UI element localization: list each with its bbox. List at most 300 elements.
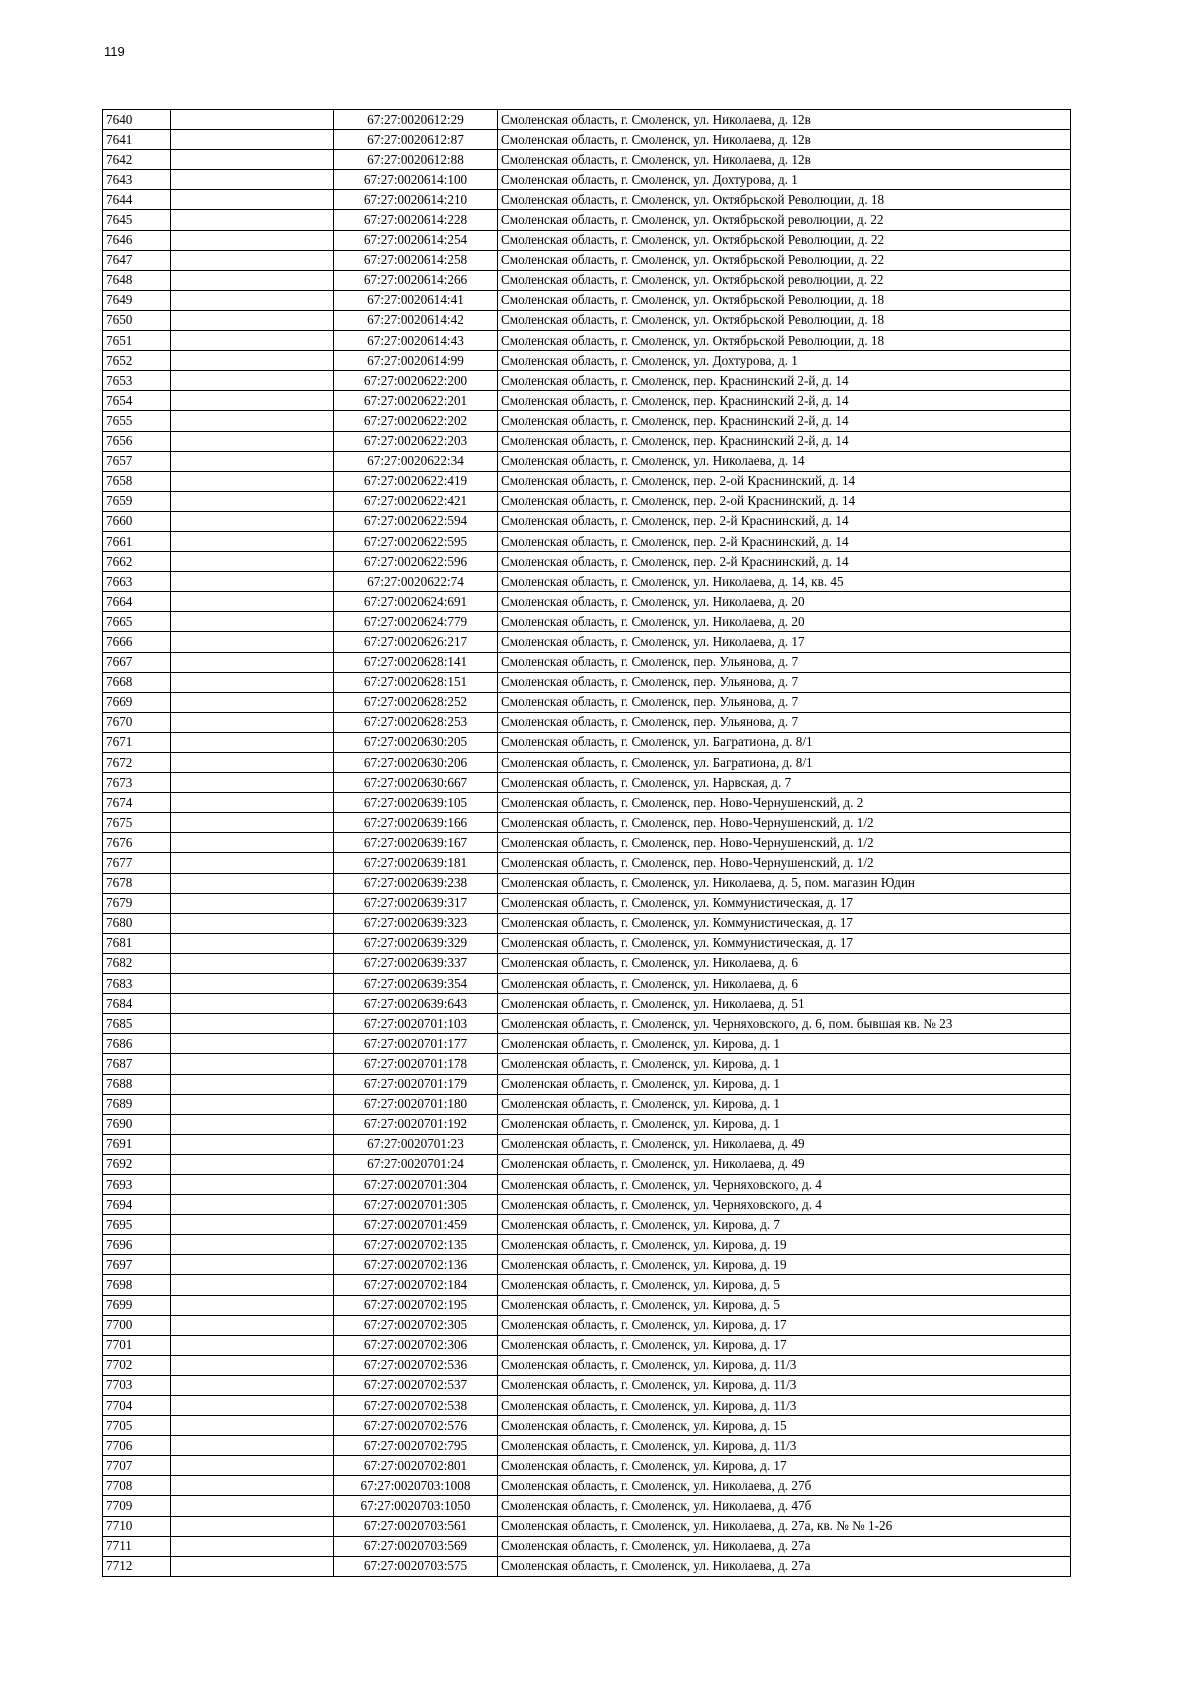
- table-row: [103, 1295, 1071, 1315]
- empty-cell: [171, 893, 334, 913]
- cadastral-number-cell: 67:27:0020639:167: [334, 833, 498, 853]
- cadastral-number-cell: 67:27:0020701:459: [334, 1215, 498, 1235]
- row-number-cell: 7674: [103, 793, 171, 813]
- table-row: [103, 1315, 1071, 1335]
- empty-cell: [171, 1375, 334, 1395]
- table-row: [103, 110, 1071, 130]
- cadastral-number-cell: 67:27:0020701:24: [334, 1154, 498, 1174]
- row-number-cell: 7682: [103, 953, 171, 973]
- address-cell: Смоленская область, г. Смоленск, ул. Николаева, д. 27а: [498, 1536, 1071, 1556]
- empty-cell: [171, 351, 334, 371]
- address-cell: Смоленская область, г. Смоленск, пер. Ново-Чернушенский, д. 1/2: [498, 813, 1071, 833]
- row-number-cell: 7664: [103, 592, 171, 612]
- row-number-cell: 7661: [103, 531, 171, 551]
- row-number-cell: 7681: [103, 933, 171, 953]
- row-number-cell: 7678: [103, 873, 171, 893]
- table-row: [103, 1436, 1071, 1456]
- row-number-cell: 7696: [103, 1235, 171, 1255]
- row-number-cell: 7668: [103, 672, 171, 692]
- cadastral-number-cell: 67:27:0020622:421: [334, 491, 498, 511]
- row-number-cell: 7667: [103, 652, 171, 672]
- table-row: [103, 1556, 1071, 1576]
- row-number-cell: 7659: [103, 491, 171, 511]
- empty-cell: [171, 692, 334, 712]
- address-cell: Смоленская область, г. Смоленск, ул. Коммунистическая, д. 17: [498, 893, 1071, 913]
- empty-cell: [171, 1416, 334, 1436]
- cadastral-number-cell: 67:27:0020703:569: [334, 1536, 498, 1556]
- empty-cell: [171, 994, 334, 1014]
- cadastral-number-cell: 67:27:0020622:203: [334, 431, 498, 451]
- registry-table-body: [103, 110, 1071, 1577]
- table-row: [103, 692, 1071, 712]
- empty-cell: [171, 290, 334, 310]
- address-cell: Смоленская область, г. Смоленск, ул. Дохтурова, д. 1: [498, 351, 1071, 371]
- row-number-cell: 7702: [103, 1355, 171, 1375]
- empty-cell: [171, 1536, 334, 1556]
- empty-cell: [171, 1436, 334, 1456]
- cadastral-number-cell: 67:27:0020614:210: [334, 190, 498, 210]
- cadastral-number-cell: 67:27:0020624:691: [334, 592, 498, 612]
- address-cell: Смоленская область, г. Смоленск, ул. Кирова, д. 15: [498, 1416, 1071, 1436]
- row-number-cell: 7666: [103, 632, 171, 652]
- row-number-cell: 7677: [103, 853, 171, 873]
- cadastral-number-cell: 67:27:0020622:202: [334, 411, 498, 431]
- row-number-cell: 7689: [103, 1094, 171, 1114]
- table-row: [103, 953, 1071, 973]
- empty-cell: [171, 1215, 334, 1235]
- row-number-cell: 7699: [103, 1295, 171, 1315]
- row-number-cell: 7686: [103, 1034, 171, 1054]
- row-number-cell: 7685: [103, 1014, 171, 1034]
- address-cell: Смоленская область, г. Смоленск, ул. Кирова, д. 17: [498, 1335, 1071, 1355]
- empty-cell: [171, 632, 334, 652]
- row-number-cell: 7647: [103, 250, 171, 270]
- row-number-cell: 7640: [103, 110, 171, 130]
- address-cell: Смоленская область, г. Смоленск, ул. Октябрьской Революции, д. 22: [498, 230, 1071, 250]
- row-number-cell: 7697: [103, 1255, 171, 1275]
- cadastral-number-cell: 67:27:0020702:136: [334, 1255, 498, 1275]
- table-row: [103, 833, 1071, 853]
- cadastral-number-cell: 67:27:0020612:88: [334, 150, 498, 170]
- cadastral-number-cell: 67:27:0020703:1050: [334, 1496, 498, 1516]
- address-cell: Смоленская область, г. Смоленск, пер. Ульянова, д. 7: [498, 672, 1071, 692]
- table-row: [103, 391, 1071, 411]
- cadastral-number-cell: 67:27:0020614:228: [334, 210, 498, 230]
- table-row: [103, 431, 1071, 451]
- row-number-cell: 7703: [103, 1375, 171, 1395]
- empty-cell: [171, 1335, 334, 1355]
- address-cell: Смоленская область, г. Смоленск, ул. Николаева, д. 12в: [498, 130, 1071, 150]
- empty-cell: [171, 371, 334, 391]
- empty-cell: [171, 130, 334, 150]
- cadastral-number-cell: 67:27:0020612:29: [334, 110, 498, 130]
- cadastral-number-cell: 67:27:0020702:576: [334, 1416, 498, 1436]
- address-cell: Смоленская область, г. Смоленск, пер. Ульянова, д. 7: [498, 692, 1071, 712]
- row-number-cell: 7695: [103, 1215, 171, 1235]
- cadastral-number-cell: 67:27:0020703:561: [334, 1516, 498, 1536]
- address-cell: Смоленская область, г. Смоленск, ул. Октябрьской Революции, д. 18: [498, 310, 1071, 330]
- cadastral-number-cell: 67:27:0020614:258: [334, 250, 498, 270]
- row-number-cell: 7701: [103, 1335, 171, 1355]
- empty-cell: [171, 190, 334, 210]
- address-cell: Смоленская область, г. Смоленск, ул. Багратиона, д. 8/1: [498, 732, 1071, 752]
- empty-cell: [171, 853, 334, 873]
- empty-cell: [171, 612, 334, 632]
- cadastral-number-cell: 67:27:0020703:575: [334, 1556, 498, 1576]
- address-cell: Смоленская область, г. Смоленск, ул. Николаева, д. 51: [498, 994, 1071, 1014]
- row-number-cell: 7708: [103, 1476, 171, 1496]
- cadastral-number-cell: 67:27:0020622:34: [334, 451, 498, 471]
- cadastral-number-cell: 67:27:0020614:41: [334, 290, 498, 310]
- empty-cell: [171, 250, 334, 270]
- row-number-cell: 7641: [103, 130, 171, 150]
- address-cell: Смоленская область, г. Смоленск, ул. Черняховского, д. 6, пом. бывшая кв. № 23: [498, 1014, 1071, 1034]
- empty-cell: [171, 1235, 334, 1255]
- row-number-cell: 7679: [103, 893, 171, 913]
- empty-cell: [171, 1054, 334, 1074]
- cadastral-number-cell: 67:27:0020630:667: [334, 773, 498, 793]
- empty-cell: [171, 210, 334, 230]
- empty-cell: [171, 491, 334, 511]
- table-row: [103, 331, 1071, 351]
- address-cell: Смоленская область, г. Смоленск, ул. Кирова, д. 11/3: [498, 1375, 1071, 1395]
- address-cell: Смоленская область, г. Смоленск, ул. Октябрьской революции, д. 22: [498, 270, 1071, 290]
- row-number-cell: 7648: [103, 270, 171, 290]
- cadastral-number-cell: 67:27:0020701:180: [334, 1094, 498, 1114]
- address-cell: Смоленская область, г. Смоленск, ул. Кирова, д. 17: [498, 1315, 1071, 1335]
- cadastral-number-cell: 67:27:0020628:141: [334, 652, 498, 672]
- empty-cell: [171, 1034, 334, 1054]
- empty-cell: [171, 1496, 334, 1516]
- table-row: [103, 994, 1071, 1014]
- cadastral-number-cell: 67:27:0020639:181: [334, 853, 498, 873]
- table-row: [103, 210, 1071, 230]
- row-number-cell: 7665: [103, 612, 171, 632]
- table-row: [103, 853, 1071, 873]
- table-row: [103, 150, 1071, 170]
- cadastral-number-cell: 67:27:0020630:205: [334, 732, 498, 752]
- empty-cell: [171, 110, 334, 130]
- table-row: [103, 592, 1071, 612]
- address-cell: Смоленская область, г. Смоленск, пер. Краснинский 2-й, д. 14: [498, 431, 1071, 451]
- table-row: [103, 1496, 1071, 1516]
- row-number-cell: 7644: [103, 190, 171, 210]
- row-number-cell: 7680: [103, 913, 171, 933]
- empty-cell: [171, 1195, 334, 1215]
- empty-cell: [171, 732, 334, 752]
- cadastral-number-cell: 67:27:0020701:305: [334, 1195, 498, 1215]
- address-cell: Смоленская область, г. Смоленск, ул. Нарвская, д. 7: [498, 773, 1071, 793]
- empty-cell: [171, 572, 334, 592]
- cadastral-number-cell: 67:27:0020701:192: [334, 1114, 498, 1134]
- address-cell: Смоленская область, г. Смоленск, ул. Николаева, д. 17: [498, 632, 1071, 652]
- row-number-cell: 7656: [103, 431, 171, 451]
- table-row: [103, 170, 1071, 190]
- empty-cell: [171, 230, 334, 250]
- cadastral-number-cell: 67:27:0020701:179: [334, 1074, 498, 1094]
- address-cell: Смоленская область, г. Смоленск, ул. Багратиона, д. 8/1: [498, 753, 1071, 773]
- address-cell: Смоленская область, г. Смоленск, ул. Николаева, д. 12в: [498, 110, 1071, 130]
- row-number-cell: 7673: [103, 773, 171, 793]
- cadastral-number-cell: 67:27:0020622:74: [334, 572, 498, 592]
- table-row: [103, 552, 1071, 572]
- address-cell: Смоленская область, г. Смоленск, пер. 2-ой Краснинский, д. 14: [498, 491, 1071, 511]
- address-cell: Смоленская область, г. Смоленск, ул. Коммунистическая, д. 17: [498, 913, 1071, 933]
- table-row: [103, 712, 1071, 732]
- row-number-cell: 7711: [103, 1536, 171, 1556]
- address-cell: Смоленская область, г. Смоленск, ул. Кирова, д. 1: [498, 1094, 1071, 1114]
- cadastral-number-cell: 67:27:0020702:538: [334, 1396, 498, 1416]
- row-number-cell: 7643: [103, 170, 171, 190]
- cadastral-number-cell: 67:27:0020702:801: [334, 1456, 498, 1476]
- row-number-cell: 7712: [103, 1556, 171, 1576]
- table-row: [103, 1114, 1071, 1134]
- address-cell: Смоленская область, г. Смоленск, ул. Николаева, д. 20: [498, 612, 1071, 632]
- row-number-cell: 7692: [103, 1154, 171, 1174]
- table-row: [103, 351, 1071, 371]
- cadastral-number-cell: 67:27:0020702:195: [334, 1295, 498, 1315]
- address-cell: Смоленская область, г. Смоленск, пер. 2-й Краснинский, д. 14: [498, 511, 1071, 531]
- table-row: [103, 1416, 1071, 1436]
- empty-cell: [171, 913, 334, 933]
- row-number-cell: 7669: [103, 692, 171, 712]
- address-cell: Смоленская область, г. Смоленск, пер. Ново-Чернушенский, д. 2: [498, 793, 1071, 813]
- row-number-cell: 7709: [103, 1496, 171, 1516]
- address-cell: Смоленская область, г. Смоленск, пер. Краснинский 2-й, д. 14: [498, 411, 1071, 431]
- address-cell: Смоленская область, г. Смоленск, ул. Николаева, д. 14, кв. 45: [498, 572, 1071, 592]
- address-cell: Смоленская область, г. Смоленск, ул. Черняховского, д. 4: [498, 1174, 1071, 1194]
- table-row: [103, 1094, 1071, 1114]
- row-number-cell: 7694: [103, 1195, 171, 1215]
- table-row: [103, 1174, 1071, 1194]
- cadastral-number-cell: 67:27:0020639:337: [334, 953, 498, 973]
- empty-cell: [171, 652, 334, 672]
- cadastral-number-cell: 67:27:0020702:305: [334, 1315, 498, 1335]
- cadastral-number-cell: 67:27:0020701:23: [334, 1134, 498, 1154]
- cadastral-number-cell: 67:27:0020622:200: [334, 371, 498, 391]
- cadastral-number-cell: 67:27:0020639:317: [334, 893, 498, 913]
- table-row: [103, 933, 1071, 953]
- address-cell: Смоленская область, г. Смоленск, ул. Николаева, д. 6: [498, 974, 1071, 994]
- address-cell: Смоленская область, г. Смоленск, ул. Кирова, д. 1: [498, 1054, 1071, 1074]
- empty-cell: [171, 552, 334, 572]
- empty-cell: [171, 270, 334, 290]
- table-row: [103, 250, 1071, 270]
- empty-cell: [171, 1355, 334, 1375]
- empty-cell: [171, 1476, 334, 1496]
- cadastral-number-cell: 67:27:0020702:184: [334, 1275, 498, 1295]
- address-cell: Смоленская область, г. Смоленск, ул. Николаева, д. 20: [498, 592, 1071, 612]
- address-cell: Смоленская область, г. Смоленск, ул. Кирова, д. 5: [498, 1295, 1071, 1315]
- cadastral-number-cell: 67:27:0020622:594: [334, 511, 498, 531]
- empty-cell: [171, 1295, 334, 1315]
- table-row: [103, 531, 1071, 551]
- address-cell: Смоленская область, г. Смоленск, пер. Ново-Чернушенский, д. 1/2: [498, 833, 1071, 853]
- address-cell: Смоленская область, г. Смоленск, ул. Кирова, д. 19: [498, 1255, 1071, 1275]
- row-number-cell: 7652: [103, 351, 171, 371]
- row-number-cell: 7684: [103, 994, 171, 1014]
- empty-cell: [171, 1275, 334, 1295]
- table-row: [103, 1215, 1071, 1235]
- empty-cell: [171, 1154, 334, 1174]
- table-row: [103, 1275, 1071, 1295]
- empty-cell: [171, 833, 334, 853]
- address-cell: Смоленская область, г. Смоленск, ул. Октябрьской Революции, д. 18: [498, 290, 1071, 310]
- empty-cell: [171, 411, 334, 431]
- address-cell: Смоленская область, г. Смоленск, ул. Черняховского, д. 4: [498, 1195, 1071, 1215]
- cadastral-number-cell: 67:27:0020639:643: [334, 994, 498, 1014]
- table-row: [103, 632, 1071, 652]
- cadastral-number-cell: 67:27:0020622:419: [334, 471, 498, 491]
- row-number-cell: 7683: [103, 974, 171, 994]
- cadastral-number-cell: 67:27:0020612:87: [334, 130, 498, 150]
- table-row: [103, 1134, 1071, 1154]
- empty-cell: [171, 712, 334, 732]
- empty-cell: [171, 1396, 334, 1416]
- address-cell: Смоленская область, г. Смоленск, ул. Кирова, д. 7: [498, 1215, 1071, 1235]
- cadastral-number-cell: 67:27:0020639:329: [334, 933, 498, 953]
- table-row: [103, 1375, 1071, 1395]
- address-cell: Смоленская область, г. Смоленск, ул. Кирова, д. 5: [498, 1275, 1071, 1295]
- empty-cell: [171, 873, 334, 893]
- row-number-cell: 7690: [103, 1114, 171, 1134]
- cadastral-number-cell: 67:27:0020702:795: [334, 1436, 498, 1456]
- row-number-cell: 7662: [103, 552, 171, 572]
- empty-cell: [171, 471, 334, 491]
- address-cell: Смоленская область, г. Смоленск, ул. Николаева, д. 14: [498, 451, 1071, 471]
- table-row: [103, 1034, 1071, 1054]
- row-number-cell: 7676: [103, 833, 171, 853]
- row-number-cell: 7650: [103, 310, 171, 330]
- table-row: [103, 411, 1071, 431]
- address-cell: Смоленская область, г. Смоленск, пер. Ульянова, д. 7: [498, 652, 1071, 672]
- table-row: [103, 451, 1071, 471]
- table-row: [103, 1235, 1071, 1255]
- address-cell: Смоленская область, г. Смоленск, пер. 2-ой Краснинский, д. 14: [498, 471, 1071, 491]
- empty-cell: [171, 511, 334, 531]
- row-number-cell: 7707: [103, 1456, 171, 1476]
- row-number-cell: 7710: [103, 1516, 171, 1536]
- row-number-cell: 7649: [103, 290, 171, 310]
- empty-cell: [171, 773, 334, 793]
- table-row: [103, 1536, 1071, 1556]
- empty-cell: [171, 451, 334, 471]
- row-number-cell: 7700: [103, 1315, 171, 1335]
- cadastral-number-cell: 67:27:0020702:135: [334, 1235, 498, 1255]
- address-cell: Смоленская область, г. Смоленск, пер. Ново-Чернушенский, д. 1/2: [498, 853, 1071, 873]
- cadastral-number-cell: 67:27:0020622:596: [334, 552, 498, 572]
- address-cell: Смоленская область, г. Смоленск, пер. 2-й Краснинский, д. 14: [498, 531, 1071, 551]
- cadastral-number-cell: 67:27:0020702:306: [334, 1335, 498, 1355]
- address-cell: Смоленская область, г. Смоленск, ул. Октябрьской революции, д. 22: [498, 210, 1071, 230]
- registry-table: [102, 109, 1071, 1577]
- table-row: [103, 612, 1071, 632]
- empty-cell: [171, 391, 334, 411]
- table-row: [103, 1516, 1071, 1536]
- row-number-cell: 7671: [103, 732, 171, 752]
- address-cell: Смоленская область, г. Смоленск, пер. 2-й Краснинский, д. 14: [498, 552, 1071, 572]
- table-row: [103, 813, 1071, 833]
- row-number-cell: 7651: [103, 331, 171, 351]
- cadastral-number-cell: 67:27:0020614:266: [334, 270, 498, 290]
- table-row: [103, 732, 1071, 752]
- cadastral-number-cell: 67:27:0020639:354: [334, 974, 498, 994]
- table-row: [103, 793, 1071, 813]
- table-row: [103, 1456, 1071, 1476]
- table-row: [103, 1255, 1071, 1275]
- cadastral-number-cell: 67:27:0020622:595: [334, 531, 498, 551]
- address-cell: Смоленская область, г. Смоленск, ул. Коммунистическая, д. 17: [498, 933, 1071, 953]
- empty-cell: [171, 1255, 334, 1275]
- cadastral-number-cell: 67:27:0020622:201: [334, 391, 498, 411]
- row-number-cell: 7705: [103, 1416, 171, 1436]
- row-number-cell: 7642: [103, 150, 171, 170]
- empty-cell: [171, 793, 334, 813]
- cadastral-number-cell: 67:27:0020628:252: [334, 692, 498, 712]
- empty-cell: [171, 1315, 334, 1335]
- cadastral-number-cell: 67:27:0020639:238: [334, 873, 498, 893]
- address-cell: Смоленская область, г. Смоленск, ул. Николаева, д. 49: [498, 1134, 1071, 1154]
- table-row: [103, 511, 1071, 531]
- cadastral-number-cell: 67:27:0020702:537: [334, 1375, 498, 1395]
- cadastral-number-cell: 67:27:0020639:105: [334, 793, 498, 813]
- row-number-cell: 7704: [103, 1396, 171, 1416]
- table-row: [103, 130, 1071, 150]
- table-row: [103, 913, 1071, 933]
- cadastral-number-cell: 67:27:0020701:178: [334, 1054, 498, 1074]
- empty-cell: [171, 1094, 334, 1114]
- row-number-cell: 7660: [103, 511, 171, 531]
- cadastral-number-cell: 67:27:0020639:166: [334, 813, 498, 833]
- table-row: [103, 1396, 1071, 1416]
- empty-cell: [171, 672, 334, 692]
- table-row: [103, 773, 1071, 793]
- table-row: [103, 893, 1071, 913]
- row-number-cell: 7688: [103, 1074, 171, 1094]
- table-row: [103, 1154, 1071, 1174]
- table-row: [103, 1195, 1071, 1215]
- address-cell: Смоленская область, г. Смоленск, ул. Николаева, д. 27а: [498, 1556, 1071, 1576]
- row-number-cell: 7675: [103, 813, 171, 833]
- address-cell: Смоленская область, г. Смоленск, пер. Краснинский 2-й, д. 14: [498, 371, 1071, 391]
- table-row: [103, 270, 1071, 290]
- table-row: [103, 974, 1071, 994]
- cadastral-number-cell: 67:27:0020614:99: [334, 351, 498, 371]
- empty-cell: [171, 531, 334, 551]
- row-number-cell: 7706: [103, 1436, 171, 1456]
- table-row: [103, 371, 1071, 391]
- row-number-cell: 7657: [103, 451, 171, 471]
- empty-cell: [171, 1114, 334, 1134]
- table-row: [103, 1074, 1071, 1094]
- empty-cell: [171, 1074, 334, 1094]
- empty-cell: [171, 1174, 334, 1194]
- empty-cell: [171, 592, 334, 612]
- row-number-cell: 7693: [103, 1174, 171, 1194]
- empty-cell: [171, 170, 334, 190]
- address-cell: Смоленская область, г. Смоленск, пер. Краснинский 2-й, д. 14: [498, 391, 1071, 411]
- table-row: [103, 572, 1071, 592]
- table-row: [103, 471, 1071, 491]
- address-cell: Смоленская область, г. Смоленск, ул. Николаева, д. 27б: [498, 1476, 1071, 1496]
- empty-cell: [171, 1456, 334, 1476]
- empty-cell: [171, 1516, 334, 1536]
- cadastral-number-cell: 67:27:0020626:217: [334, 632, 498, 652]
- address-cell: Смоленская область, г. Смоленск, ул. Октябрьской Революции, д. 18: [498, 331, 1071, 351]
- address-cell: Смоленская область, г. Смоленск, пер. Ульянова, д. 7: [498, 712, 1071, 732]
- cadastral-number-cell: 67:27:0020630:206: [334, 753, 498, 773]
- address-cell: Смоленская область, г. Смоленск, ул. Октябрьской Революции, д. 18: [498, 190, 1071, 210]
